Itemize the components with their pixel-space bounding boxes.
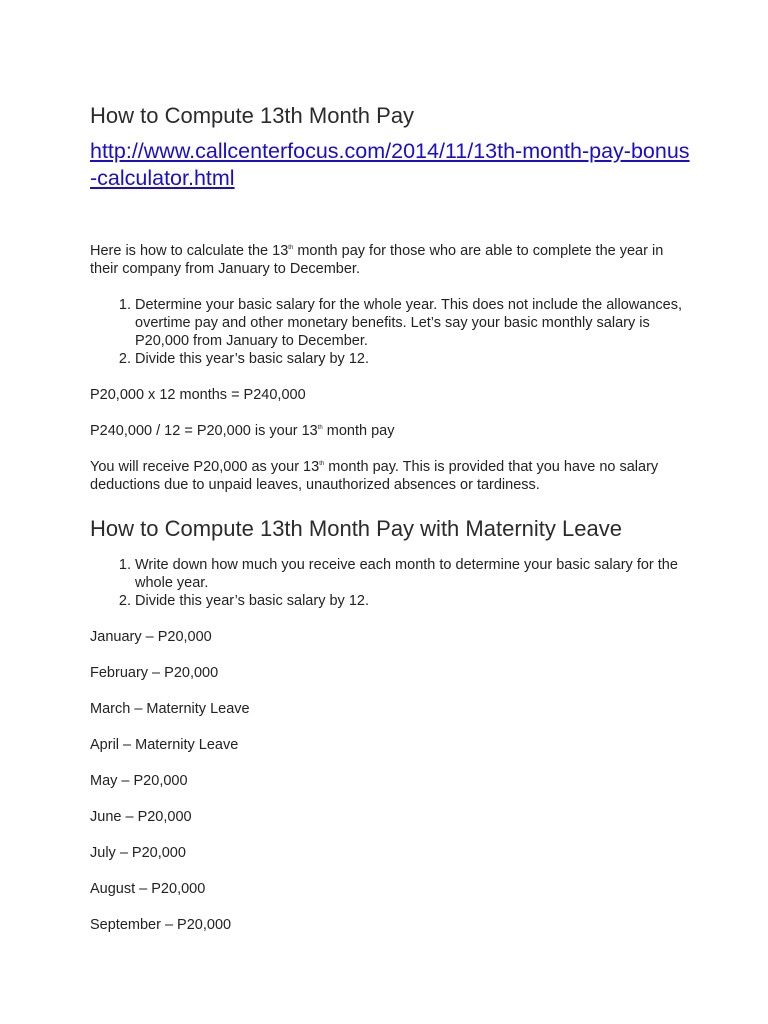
- month-line: February – P20,000: [90, 665, 219, 681]
- steps-list-1: [90, 296, 690, 368]
- month-line: May – P20,000: [90, 773, 188, 789]
- calc2-text-end: month pay: [322, 423, 395, 439]
- intro-text-start: Here is how to calculate the 13: [90, 243, 289, 259]
- receive-paragraph: [90, 458, 690, 494]
- month-line: July – P20,000: [90, 845, 186, 861]
- receive-superscript: th: [319, 461, 325, 468]
- receive-text-end: month pay. This is provided that you have no salary deductions due to unpaid leaves, unauthorized absences or tardiness.: [90, 459, 659, 493]
- document-page: [90, 100, 690, 934]
- calculation-line-2: [90, 422, 690, 440]
- list-item: 1. Determine your basic salary for the whole year. This does not include the allowances, overtime pay and other monetary benefits. Let’s say your basic monthly salary is P20,000 from January to December.: [135, 296, 690, 350]
- list-item: 2. Divide this year’s basic salary by 12.: [135, 350, 690, 368]
- intro-paragraph: [90, 242, 690, 278]
- page-title: How to Compute 13th Month Pay: [90, 103, 415, 128]
- section-heading-maternity: How to Compute 13th Month Pay with Maternity Leave: [90, 516, 622, 541]
- receive-text-start: You will receive P20,000 as your 13: [90, 459, 320, 475]
- list-item: 2. Divide this year’s basic salary by 12.: [135, 592, 690, 610]
- month-line: June – P20,000: [90, 809, 192, 825]
- calc2-text-start: P240,000 / 12 = P20,000 is your 13: [90, 423, 318, 439]
- steps-list-2: [90, 556, 690, 610]
- source-link[interactable]: http://www.callcenterfocus.com/2014/11/13th-month-pay-bonus-calculator.html: [90, 139, 690, 190]
- month-line: January – P20,000: [90, 629, 212, 645]
- month-line: August – P20,000: [90, 881, 206, 897]
- list-item: 1. Write down how much you receive each month to determine your basic salary for the whole year.: [135, 556, 690, 592]
- month-line: September – P20,000: [90, 917, 232, 933]
- month-line: April – Maternity Leave: [90, 737, 239, 753]
- intro-text-end: month pay for those who are able to complete the year in their company from January to December.: [90, 243, 664, 277]
- calc2-superscript: th: [317, 425, 323, 432]
- month-line: March – Maternity Leave: [90, 701, 250, 717]
- calculation-line-1: P20,000 x 12 months = P240,000: [90, 387, 306, 403]
- intro-superscript: th: [288, 245, 294, 252]
